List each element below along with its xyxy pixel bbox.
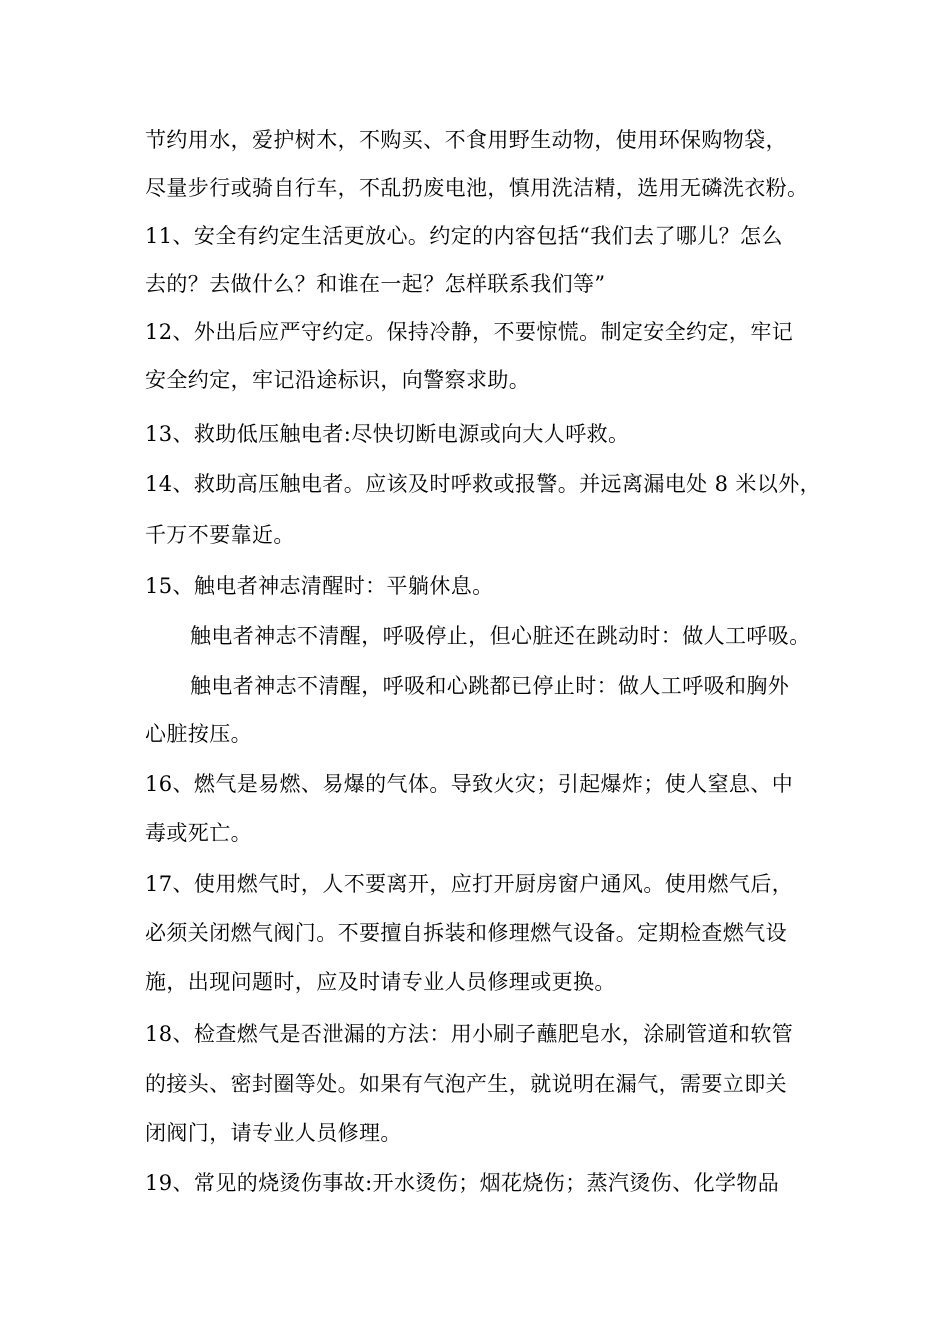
text-line: 千万不要靠近。 (145, 523, 295, 547)
text-line: 的接头、密封圈等处。如果有气泡产生，就说明在漏气，需要立即关 (145, 1072, 787, 1096)
text-line: 安全约定，牢记沿途标识，向警察求助。 (145, 368, 531, 392)
text-line: 闭阀门，请专业人员修理。 (145, 1121, 402, 1145)
text-line: 19、常见的烧烫伤事故:开水烫伤；烟花烧伤；蒸汽烫伤、化学物品 (145, 1171, 780, 1195)
text-line: 15、触电者神志清醒时：平躺休息。 (145, 574, 494, 598)
text-line: 12、外出后应严守约定。保持冷静，不要惊慌。制定安全约定，牢记 (145, 320, 794, 344)
text-line: 去的？去做什么？和谁在一起？怎样联系我们等” (145, 272, 606, 296)
text-line: 11、安全有约定生活更放心。约定的内容包括“我们去了哪儿？怎么 (145, 224, 783, 248)
text-line: 13、救助低压触电者:尽快切断电源或向大人呼救。 (145, 422, 630, 446)
text-line: 心脏按压。 (145, 722, 252, 746)
text-line: 施，出现问题时，应及时请专业人员修理或更换。 (145, 970, 616, 994)
text-line: 16、燃气是易燃、易爆的气体。导致火灾；引起爆炸；使人窒息、中 (145, 772, 794, 796)
text-line: 必须关闭燃气阀门。不要擅自拆装和修理燃气设备。定期检查燃气设 (145, 921, 787, 945)
text-line: 触电者神志不清醒，呼吸停止，但心脏还在跳动时：做人工呼吸。 (190, 624, 811, 648)
text-line: 毒或死亡。 (145, 821, 252, 845)
text-line: 17、使用燃气时，人不要离开，应打开厨房窗户通风。使用燃气后， (145, 872, 794, 896)
text-line: 节约用水，爱护树木，不购买、不食用野生动物，使用环保购物袋， (145, 128, 787, 152)
text-line: 18、检查燃气是否泄漏的方法：用小刷子蘸肥皂水，涂刷管道和软管 (145, 1022, 794, 1046)
text-line: 尽量步行或骑自行车，不乱扔废电池，慎用洗洁精，选用无磷洗衣粉。 (145, 176, 809, 200)
text-line: 触电者神志不清醒，呼吸和心跳都已停止时：做人工呼吸和胸外 (190, 674, 790, 698)
text-line: 14、救助高压触电者。应该及时呼救或报警。并远离漏电处 8 米以外， (145, 472, 822, 496)
